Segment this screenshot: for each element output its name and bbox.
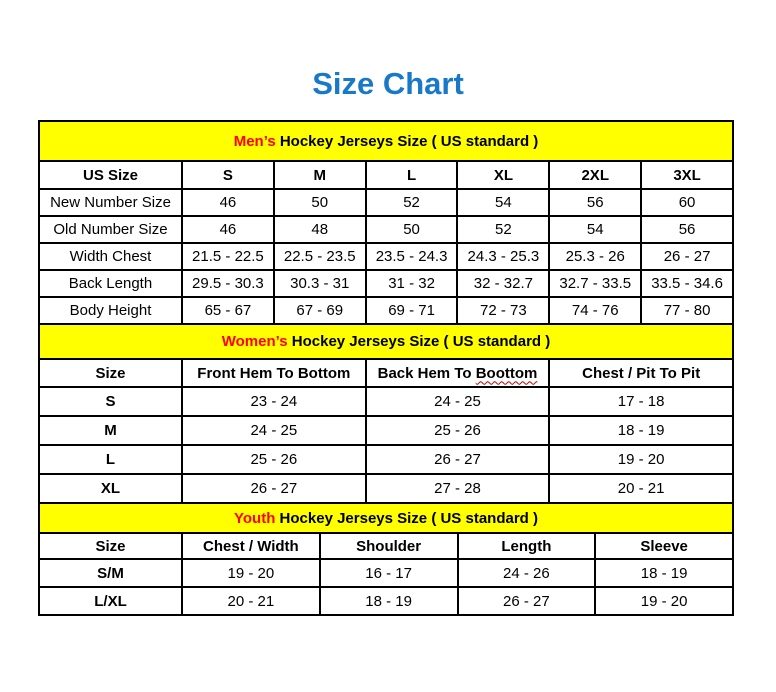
youth-column-header-row [39, 533, 733, 559]
table-cell: 26 - 27 [182, 474, 366, 503]
mens-size-table [38, 120, 734, 325]
table-row [39, 270, 733, 297]
column-header: Chest / Width [182, 533, 320, 559]
table-cell: 32 - 32.7 [457, 270, 549, 297]
column-header: Size [39, 533, 182, 559]
table-cell: 16 - 17 [320, 559, 458, 587]
column-header: Back Hem To Boottom [366, 359, 550, 387]
row-label: M [39, 416, 182, 445]
table-cell: 26 - 27 [458, 587, 596, 615]
youth-size-table [38, 502, 734, 616]
table-row [39, 189, 733, 216]
column-header: S [182, 161, 274, 189]
table-cell: 20 - 21 [182, 587, 320, 615]
column-header: M [274, 161, 366, 189]
table-cell: 69 - 71 [366, 297, 458, 324]
column-header: 2XL [549, 161, 641, 189]
table-cell: 54 [549, 216, 641, 243]
row-label: L/XL [39, 587, 182, 615]
table-cell: 23.5 - 24.3 [366, 243, 458, 270]
table-cell: 26 - 27 [641, 243, 733, 270]
table-cell: 31 - 32 [366, 270, 458, 297]
table-cell: 77 - 80 [641, 297, 733, 324]
row-label: Old Number Size [39, 216, 182, 243]
table-row [39, 445, 733, 474]
table-cell: 74 - 76 [549, 297, 641, 324]
column-header: Chest / Pit To Pit [549, 359, 733, 387]
table-cell: 18 - 19 [595, 559, 733, 587]
size-chart [38, 120, 734, 616]
table-row [39, 559, 733, 587]
section-title-accent: Men’s [233, 132, 276, 150]
table-cell: 48 [274, 216, 366, 243]
column-header: Shoulder [320, 533, 458, 559]
column-header: US Size [39, 161, 182, 189]
table-cell: 56 [641, 216, 733, 243]
table-row [39, 474, 733, 503]
table-cell: 29.5 - 30.3 [182, 270, 274, 297]
column-header: Length [458, 533, 596, 559]
table-cell: 65 - 67 [182, 297, 274, 324]
row-label: S/M [39, 559, 182, 587]
table-cell: 19 - 20 [595, 587, 733, 615]
table-cell: 18 - 19 [320, 587, 458, 615]
table-cell: 50 [274, 189, 366, 216]
table-cell: 24.3 - 25.3 [457, 243, 549, 270]
table-cell: 52 [366, 189, 458, 216]
table-cell: 19 - 20 [549, 445, 733, 474]
section-title-accent: Women’s [221, 333, 288, 350]
table-cell: 60 [641, 189, 733, 216]
column-header: 3XL [641, 161, 733, 189]
table-cell: 30.3 - 31 [274, 270, 366, 297]
table-cell: 25 - 26 [182, 445, 366, 474]
row-label: Back Length [39, 270, 182, 297]
row-label: S [39, 387, 182, 416]
table-cell: 27 - 28 [366, 474, 550, 503]
table-cell: 24 - 26 [458, 559, 596, 587]
column-header: Size [39, 359, 182, 387]
column-header: Front Hem To Bottom [182, 359, 366, 387]
section-title-text: Hockey Jerseys Size ( US standard ) [287, 333, 551, 350]
table-cell: 32.7 - 33.5 [549, 270, 641, 297]
table-cell: 21.5 - 22.5 [182, 243, 274, 270]
table-cell: 24 - 25 [182, 416, 366, 445]
column-header: Sleeve [595, 533, 733, 559]
row-label: Body Height [39, 297, 182, 324]
section-title-text: Hockey Jerseys Size ( US standard ) [275, 509, 538, 527]
table-cell: 22.5 - 23.5 [274, 243, 366, 270]
section-title-text: Hockey Jerseys Size ( US standard ) [275, 132, 539, 150]
table-cell: 67 - 69 [274, 297, 366, 324]
column-header: L [366, 161, 458, 189]
table-cell: 33.5 - 34.6 [641, 270, 733, 297]
table-cell: 72 - 73 [457, 297, 549, 324]
page-title: Size Chart [312, 66, 464, 101]
table-cell: 25.3 - 26 [549, 243, 641, 270]
table-cell: 52 [457, 216, 549, 243]
table-cell: 46 [182, 216, 274, 243]
table-cell: 54 [457, 189, 549, 216]
womens-section-title [39, 324, 733, 359]
table-cell: 26 - 27 [366, 445, 550, 474]
table-row [39, 587, 733, 615]
table-row [39, 297, 733, 324]
table-row [39, 387, 733, 416]
row-label: Width Chest [39, 243, 182, 270]
table-cell: 56 [549, 189, 641, 216]
table-cell: 17 - 18 [549, 387, 733, 416]
row-label: New Number Size [39, 189, 182, 216]
youth-section-title [39, 503, 733, 533]
womens-column-header-row [39, 359, 733, 387]
misspelled-word: Boottom [475, 364, 538, 382]
womens-size-table [38, 323, 734, 504]
table-row [39, 416, 733, 445]
table-cell: 50 [366, 216, 458, 243]
table-row [39, 216, 733, 243]
table-row [39, 243, 733, 270]
column-header: XL [457, 161, 549, 189]
row-label: XL [39, 474, 182, 503]
table-cell: 23 - 24 [182, 387, 366, 416]
table-cell: 19 - 20 [182, 559, 320, 587]
table-cell: 24 - 25 [366, 387, 550, 416]
table-cell: 46 [182, 189, 274, 216]
table-cell: 25 - 26 [366, 416, 550, 445]
mens-section-title [39, 121, 733, 161]
mens-column-header-row [39, 161, 733, 189]
table-cell: 18 - 19 [549, 416, 733, 445]
table-cell: 20 - 21 [549, 474, 733, 503]
row-label: L [39, 445, 182, 474]
section-title-accent: Youth [234, 509, 276, 527]
